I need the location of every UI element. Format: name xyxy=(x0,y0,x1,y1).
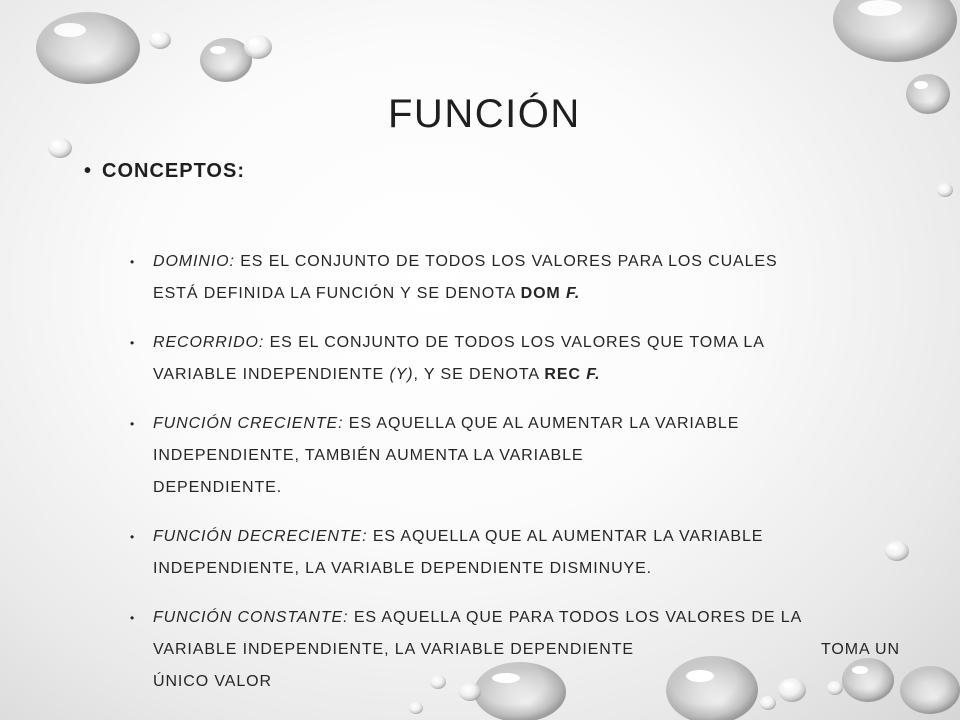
slide-title: FUNCIÓN xyxy=(388,92,581,136)
heading-bullet xyxy=(84,160,245,183)
bullet-icon: • xyxy=(130,530,136,544)
item-text-line: INDEPENDIENTE, TAMBIÉN AUMENTA LA VARIABLE xyxy=(153,447,584,464)
item-italic-emphasis: F. xyxy=(586,366,601,383)
item-text-line: ES AQUELLA QUE AL AUMENTAR LA VARIABLE xyxy=(348,415,740,432)
item-text-line: ÚNICO VALOR xyxy=(153,673,272,690)
item-term: DOMINIO: xyxy=(153,253,235,270)
heading-text: CONCEPTOS: xyxy=(102,160,245,182)
bullet-icon: • xyxy=(130,336,136,350)
item-term: RECORRIDO: xyxy=(153,334,265,351)
list-item-funcion-decreciente xyxy=(130,521,930,585)
bullet-icon: • xyxy=(130,255,136,269)
list-item-recorrido xyxy=(130,327,930,391)
item-term: FUNCIÓN CONSTANTE: xyxy=(153,609,349,626)
item-text-line: DEPENDIENTE. xyxy=(153,479,283,496)
bullet-icon: • xyxy=(130,417,136,431)
item-bold-emphasis: DOM xyxy=(520,285,561,302)
item-text-line: ESTÁ DEFINIDA LA FUNCIÓN Y SE DENOTA xyxy=(153,285,521,302)
item-text-line: VARIABLE INDEPENDIENTE, LA VARIABLE DEPENDIENTE xyxy=(153,641,634,658)
item-text-line: VARIABLE INDEPENDIENTE xyxy=(153,366,390,383)
bullet-icon: • xyxy=(84,160,93,182)
item-term: FUNCIÓN DECRECIENTE: xyxy=(153,528,368,545)
concept-list xyxy=(130,246,930,715)
item-italic-emphasis: F. xyxy=(566,285,581,302)
list-item-dominio xyxy=(130,246,930,310)
item-text-line-right: TOMA UN xyxy=(821,641,900,658)
list-item-funcion-constante xyxy=(130,602,930,698)
item-bold-emphasis: REC xyxy=(544,366,581,383)
item-text-line: ES EL CONJUNTO DE TODOS LOS VALORES PARA LOS CUALES xyxy=(240,253,778,270)
item-text-line: ES EL CONJUNTO DE TODOS LOS VALORES QUE TOMA LA xyxy=(269,334,765,351)
item-text-line: ES AQUELLA QUE AL AUMENTAR LA VARIABLE xyxy=(372,528,764,545)
bullet-icon: • xyxy=(130,611,136,625)
item-term: FUNCIÓN CRECIENTE: xyxy=(153,415,344,432)
item-italic-variable: (Y) xyxy=(389,366,414,383)
item-text-line: , Y SE DENOTA xyxy=(413,366,545,383)
list-item-funcion-creciente xyxy=(130,408,930,504)
item-text-line: INDEPENDIENTE, LA VARIABLE DEPENDIENTE DISMINUYE. xyxy=(153,560,653,577)
item-text-line: ES AQUELLA QUE PARA TODOS LOS VALORES DE LA xyxy=(353,609,803,626)
